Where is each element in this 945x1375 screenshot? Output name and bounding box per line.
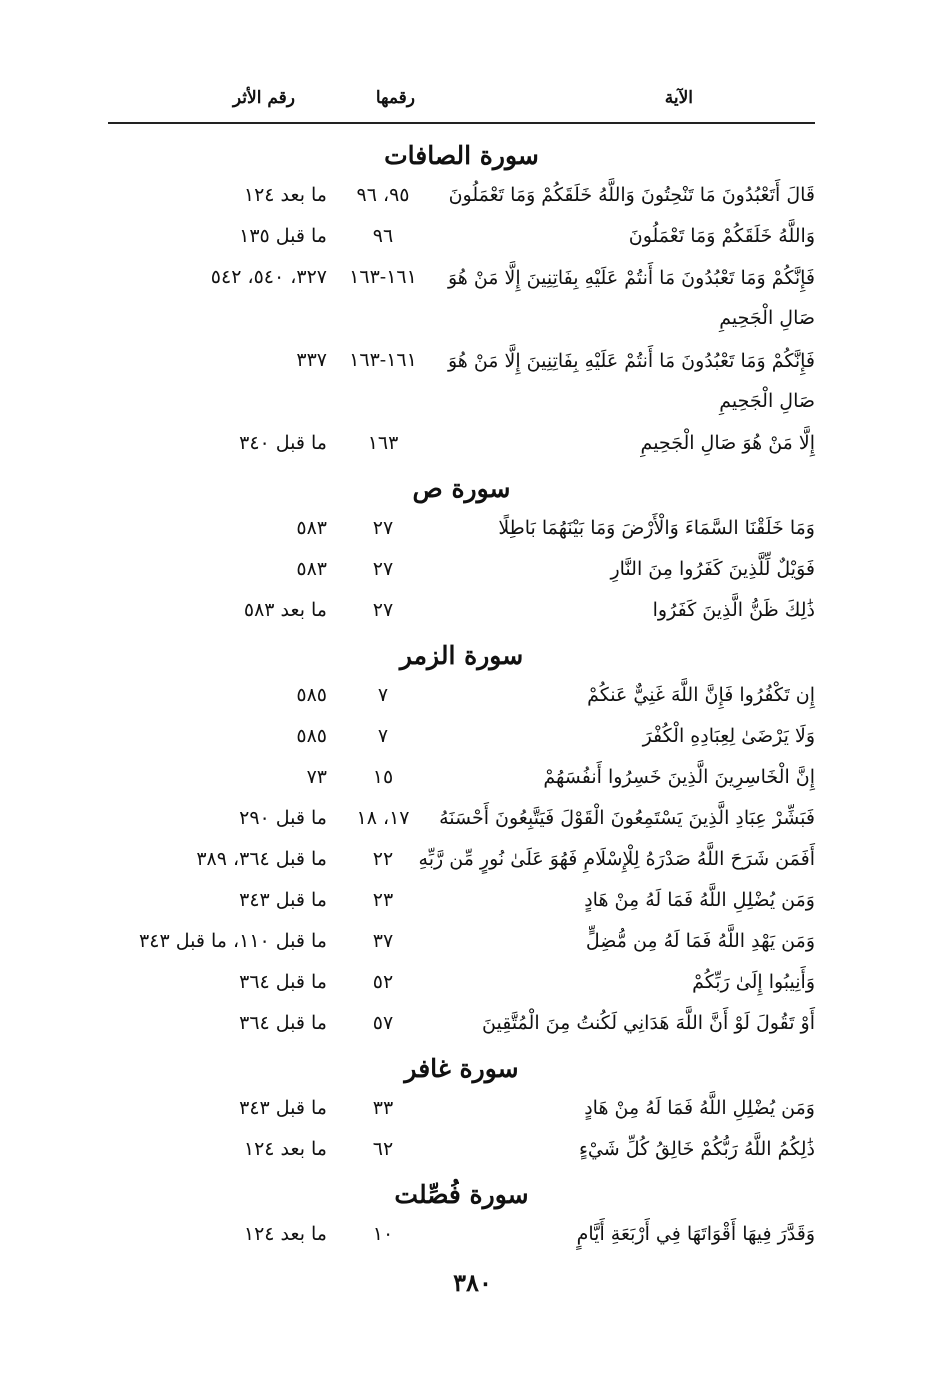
athar-number: ما قبل ٣٤٠ [239, 432, 327, 454]
table-row [108, 174, 815, 215]
ayah-text: وَاللَّهُ خَلَقَكُمْ وَمَا تَعْمَلُونَ [628, 225, 815, 247]
table-header [108, 88, 815, 116]
ayah-number: ٥٧ [372, 1012, 394, 1034]
ayah-number: ٩٦ [372, 225, 394, 247]
ayah-number: ٧ [377, 684, 389, 706]
table-row [108, 256, 815, 339]
table-row [108, 838, 815, 879]
table-row [108, 215, 815, 256]
header-ayah: الآية [664, 88, 693, 108]
table-row [108, 1213, 815, 1254]
table-row [108, 507, 815, 548]
ayah-text: إِلَّا مَنْ هُوَ صَالِ الْجَحِيمِ [640, 432, 815, 454]
ayah-text: وَلَا يَرْضَىٰ لِعِبَادِهِ الْكُفْرَ [642, 725, 815, 747]
ayah-number: ٥٢ [372, 971, 394, 993]
ayah-number: ٣٣ [372, 1097, 394, 1119]
ayah-text: ذَٰلِكُمُ اللَّهُ رَبُّكُمْ خَالِقُ كُلِّ شَيْءٍ [578, 1138, 815, 1160]
ayah-text: فَوَيْلٌ لِّلَّذِينَ كَفَرُوا مِنَ النَّارِ [610, 558, 815, 580]
table-row [108, 1087, 815, 1128]
ayah-text: قَالَ أَتَعْبُدُونَ مَا تَنْحِتُونَ وَاللَّهُ خَلَقَكُمْ وَمَا تَعْمَلُونَ [448, 184, 815, 206]
table-row [108, 797, 815, 838]
ayah-number: ١٦١-١٦٣ [349, 349, 417, 371]
athar-number: ٧٣ [306, 766, 327, 788]
ayah-number: ٣٧ [372, 930, 394, 952]
ayah-number: ١٥ [372, 766, 394, 788]
ayah-number: ٧ [377, 725, 389, 747]
table-row [108, 674, 815, 715]
ayah-number: ٢٢ [372, 848, 394, 870]
surah-heading: سورة فُصِّلت [394, 1180, 529, 1209]
ayah-text: فَإِنَّكُمْ وَمَا تَعْبُدُونَ مَا أَنتُمْ عَلَيْهِ بِفَاتِنِينَ إِلَّا مَنْ هُوَ صَالِ الْجَحِيمِ [447, 267, 815, 329]
athar-number: ما قبل ٢٩٠ [239, 807, 327, 829]
table-row [108, 879, 815, 920]
table-row [108, 589, 815, 630]
ayah-text: وَمَن يُضْلِلِ اللَّهُ فَمَا لَهُ مِنْ هَادٍ [584, 889, 815, 911]
athar-number: ما قبل ٣٦٤ [239, 971, 327, 993]
table-row [108, 961, 815, 1002]
athar-number: ما قبل ٣٦٤، ٣٨٩ [196, 848, 327, 870]
surah-heading: سورة غافر [404, 1054, 519, 1083]
surah-heading: سورة الزمر [399, 641, 524, 670]
table-row [108, 422, 815, 463]
page-number: ٣٨٠ [453, 1268, 492, 1297]
ayah-number: ٢٧ [372, 517, 394, 539]
ayah-number: ٦٢ [372, 1138, 394, 1160]
ayah-text: وَمَن يُضْلِلِ اللَّهُ فَمَا لَهُ مِنْ هَادٍ [584, 1097, 815, 1119]
table-row [108, 548, 815, 589]
athar-number: ٣٢٧، ٥٤٠، ٥٤٢ [210, 266, 327, 288]
surah-heading: سورة الصافات [384, 141, 539, 170]
athar-number: ٥٨٥ [296, 684, 327, 706]
ayah-number: ١٠ [372, 1223, 394, 1245]
ayah-number: ٢٧ [372, 558, 394, 580]
athar-number: ٥٨٣ [296, 558, 327, 580]
ayah-text: وَقَدَّرَ فِيهَا أَقْوَاتَهَا فِي أَرْبَعَةِ أَيَّامٍ [576, 1223, 815, 1245]
athar-number: ما بعد ١٢٤ [243, 1138, 327, 1160]
ayah-number: ٩٥، ٩٦ [356, 184, 410, 206]
ayah-text: إِن تَكْفُرُوا فَإِنَّ اللَّهَ غَنِيٌّ عَنكُمْ [587, 684, 815, 706]
table-row [108, 756, 815, 797]
index-table [108, 130, 815, 1254]
ayah-text: إِنَّ الْخَاسِرِينَ الَّذِينَ خَسِرُوا أَنفُسَهُمْ [543, 766, 815, 788]
athar-number: ما بعد ١٢٤ [243, 184, 327, 206]
table-row [108, 715, 815, 756]
ayah-number: ٢٧ [372, 599, 394, 621]
ayah-text: أَوْ تَقُولَ لَوْ أَنَّ اللَّهَ هَدَانِي لَكُنتُ مِنَ الْمُتَّقِينَ [482, 1012, 815, 1034]
header-athar-number: رقم الأثر [232, 88, 295, 108]
athar-number: ما قبل ٣٤٣ [239, 889, 327, 911]
surah-heading: سورة ص [412, 474, 511, 503]
athar-number: ما قبل ٣٤٣ [239, 1097, 327, 1119]
athar-number: ٣٣٧ [296, 349, 327, 371]
table-row [108, 1128, 815, 1169]
header-number: رقمها [375, 88, 415, 108]
athar-number: ما بعد ١٢٤ [243, 1223, 327, 1245]
athar-number: ٥٨٣ [296, 517, 327, 539]
ayah-number: ١٦٣ [367, 432, 399, 454]
ayah-text: ذَٰلِكَ ظَنُّ الَّذِينَ كَفَرُوا [652, 599, 815, 621]
table-row [108, 1002, 815, 1043]
ayah-text: أَفَمَن شَرَحَ اللَّهُ صَدْرَهُ لِلْإِسْلَامِ فَهُوَ عَلَىٰ نُورٍ مِّن رَّبِّهِ [418, 848, 815, 870]
athar-number: ما قبل ٣٦٤ [239, 1012, 327, 1034]
ayah-text: وَمَن يَهْدِ اللَّهُ فَمَا لَهُ مِن مُّضِلٍّ [585, 930, 815, 952]
table-row [108, 339, 815, 422]
ayah-text: وَمَا خَلَقْنَا السَّمَاءَ وَالْأَرْضَ وَمَا بَيْنَهُمَا بَاطِلًا [498, 517, 815, 539]
ayah-text: وَأَنِيبُوا إِلَىٰ رَبِّكُمْ [692, 971, 815, 993]
ayah-number: ٢٣ [372, 889, 394, 911]
athar-number: ما قبل ١٣٥ [239, 225, 327, 247]
athar-number: ما قبل ١١٠، ما قبل ٣٤٣ [139, 930, 327, 952]
ayah-number: ١٧، ١٨ [356, 807, 410, 829]
athar-number: ما بعد ٥٨٣ [243, 599, 327, 621]
header-rule [108, 122, 815, 124]
ayah-text: فَإِنَّكُمْ وَمَا تَعْبُدُونَ مَا أَنتُمْ عَلَيْهِ بِفَاتِنِينَ إِلَّا مَنْ هُوَ صَالِ الْجَحِيمِ [447, 350, 815, 412]
athar-number: ٥٨٥ [296, 725, 327, 747]
ayah-text: فَبَشِّرْ عِبَادِ الَّذِينَ يَسْتَمِعُونَ الْقَوْلَ فَيَتَّبِعُونَ أَحْسَنَهُ [439, 807, 815, 829]
table-row [108, 920, 815, 961]
ayah-number: ١٦١-١٦٣ [349, 266, 417, 288]
